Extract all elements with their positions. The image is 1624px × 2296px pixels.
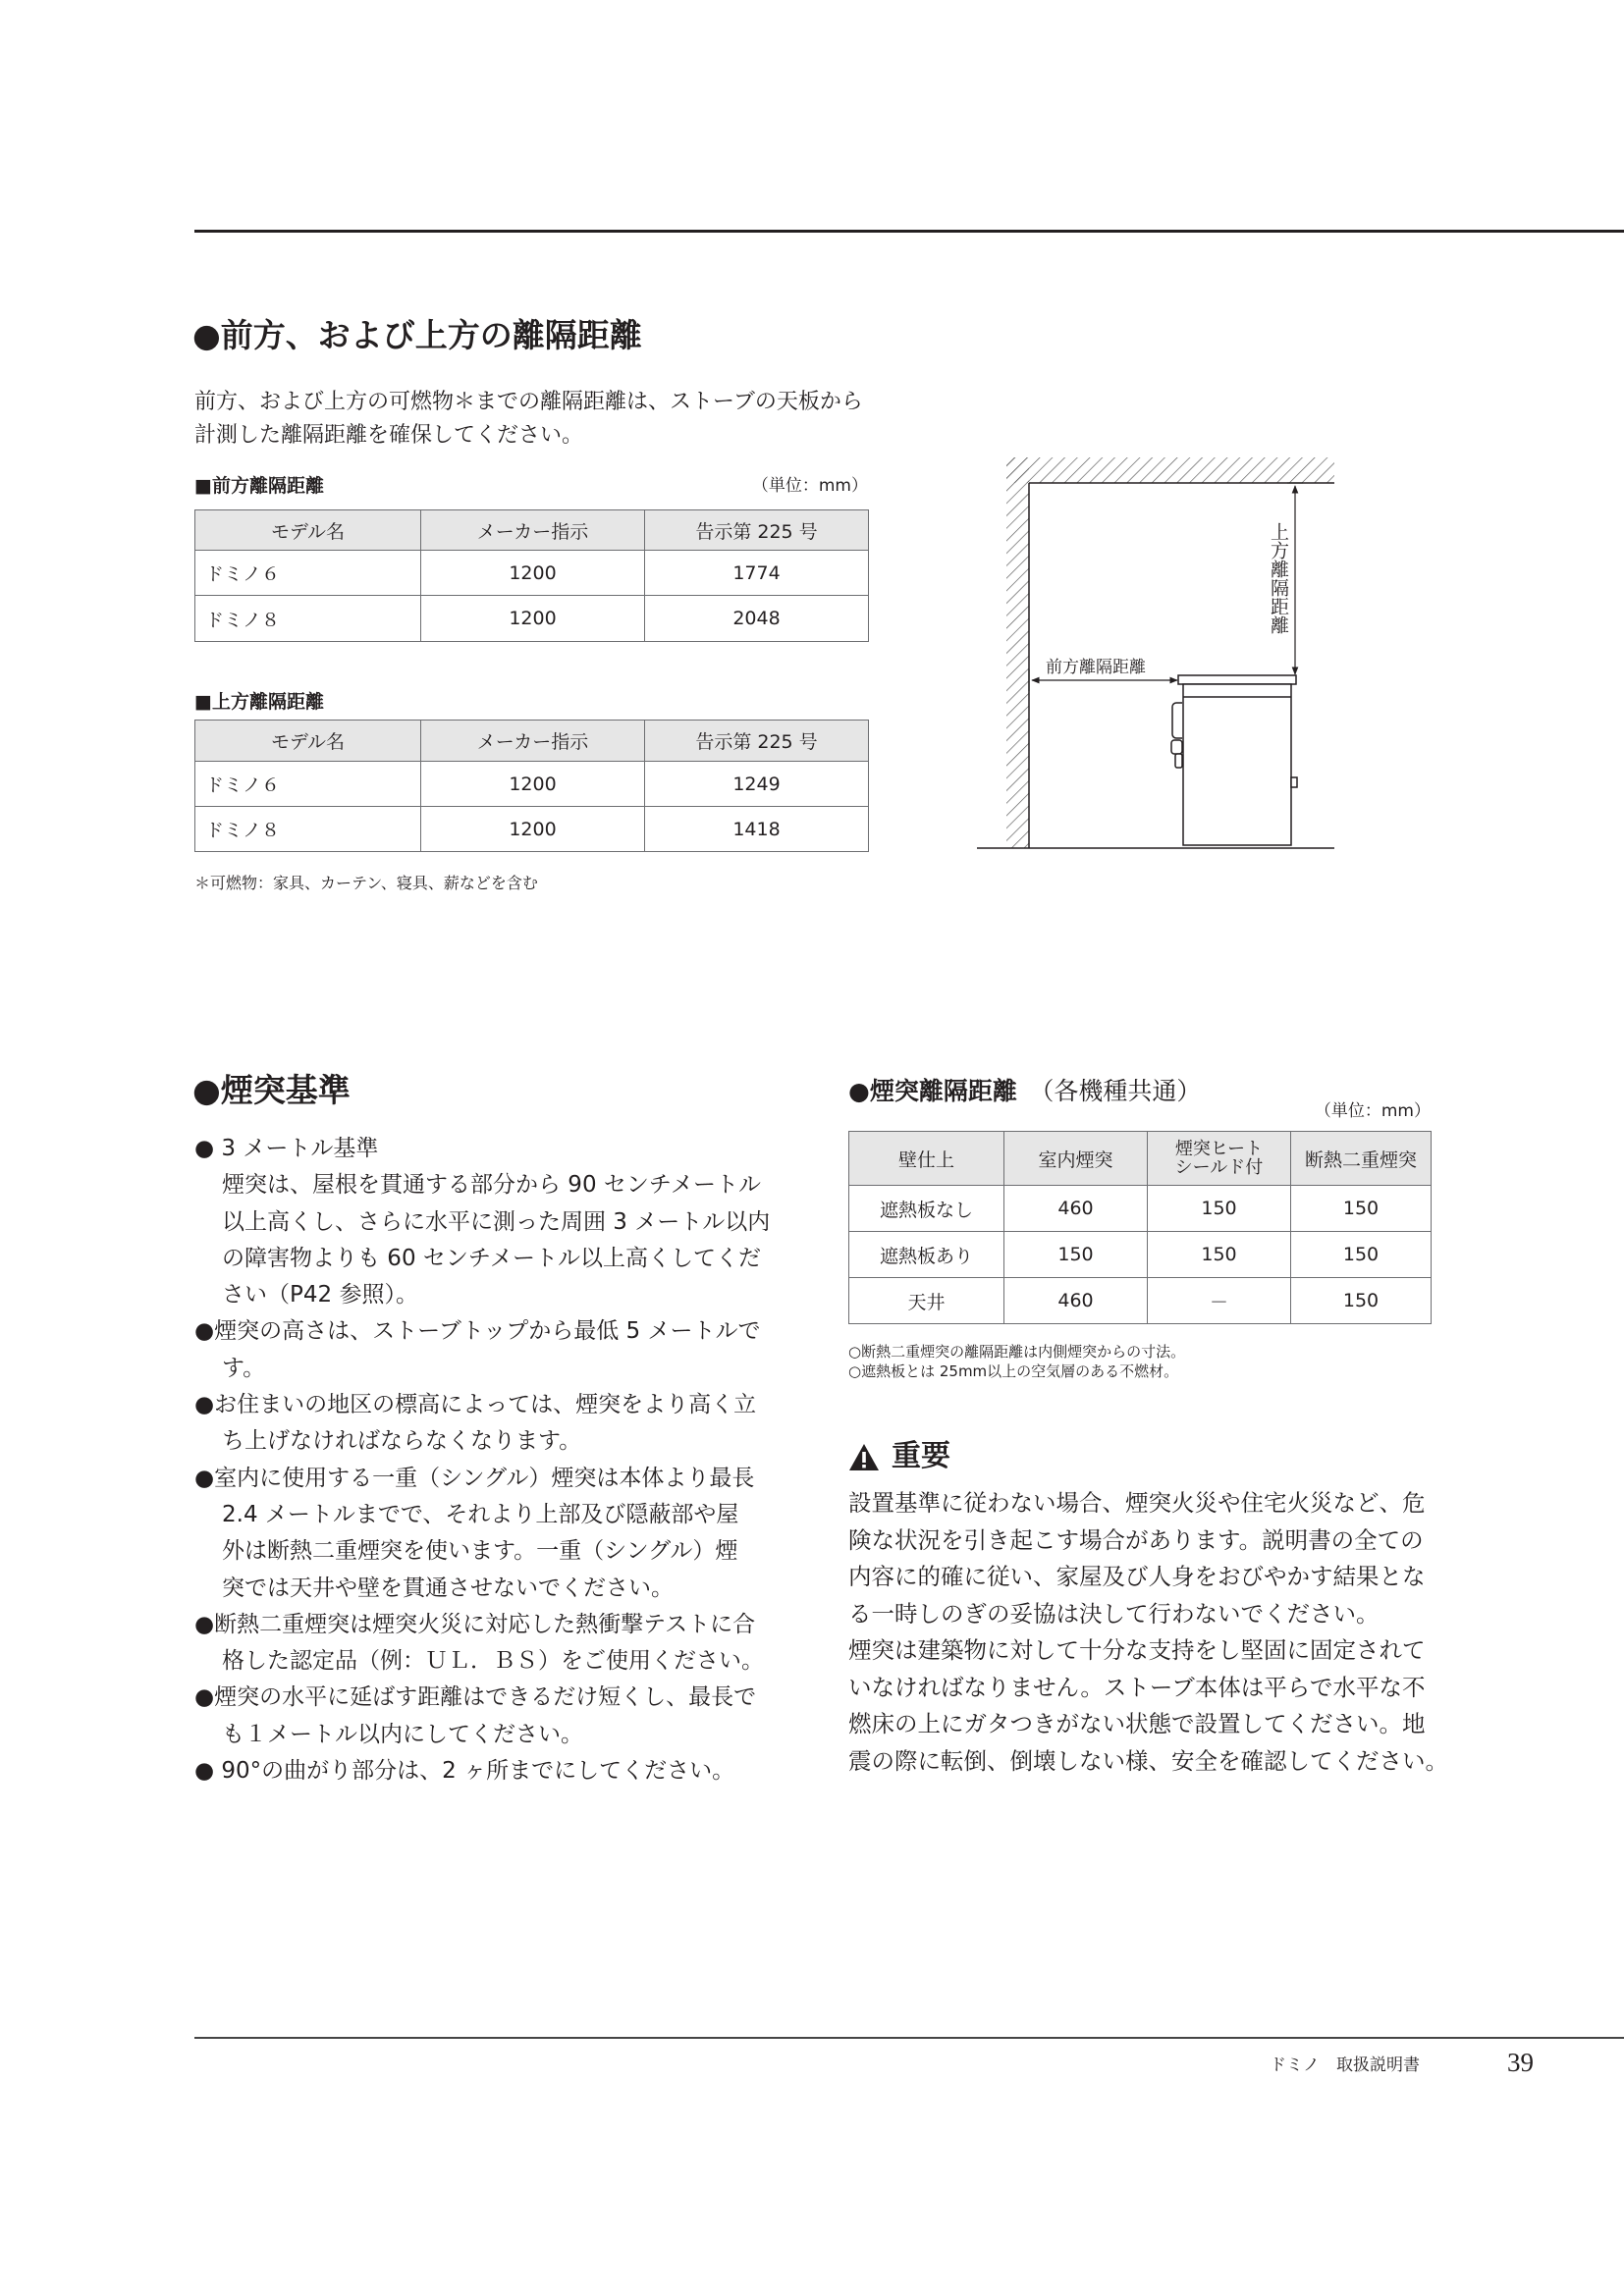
list-item-line: さい（P42 参照）。 (222, 1282, 418, 1308)
table-cell: 150 (1291, 1232, 1432, 1278)
column-header: 断熱二重煙突 (1291, 1132, 1432, 1186)
list-item-line: ●煙突の水平に延ばす距離はできるだけ短くし、最長で (194, 1684, 757, 1711)
list-item-line: も１メートル以内にしてください。 (222, 1721, 583, 1747)
table-row (849, 1278, 1432, 1324)
table-cell: 1418 (645, 807, 869, 852)
chimney-standards-list (194, 1131, 770, 1789)
column-header: 室内煙突 (1004, 1132, 1148, 1186)
list-item-line: 突では天井や壁を貫通させないでください。 (222, 1575, 674, 1601)
table-row (195, 596, 869, 642)
row-label: 遮熱板あり (849, 1232, 1004, 1278)
important-title: 重要 (892, 1439, 950, 1473)
list-item-line: 以上高くし、さらに水平に測った周囲 3 メートル以内 (222, 1208, 771, 1235)
paragraph-line: 燃床の上にガタつきがない状態で設置してください。地 (848, 1710, 1426, 1737)
table-cell: 1200 (421, 551, 645, 596)
table-cell: 460 (1004, 1186, 1148, 1232)
table-cell: 1200 (421, 807, 645, 852)
paragraph-line: 震の際に転倒、倒壊しない様、安全を確認してください。 (848, 1746, 1448, 1775)
front-table-unit: （単位：mm） (751, 476, 868, 496)
wall-hatch (1006, 457, 1029, 848)
model-cell: ドミノ６ (195, 762, 421, 807)
important-text (848, 1485, 1448, 1780)
table-row (195, 807, 869, 852)
chimney-clearance-table (848, 1131, 1432, 1324)
table-header-row (195, 721, 869, 762)
chimney-standards-heading: ●煙突基準 (192, 1071, 351, 1109)
list-item-line: す。 (222, 1355, 266, 1381)
table-row (849, 1186, 1432, 1232)
list-item-line: ●断熱二重煙突は煙突火災に対応した熱衝撃テストに合 (194, 1611, 756, 1637)
top-rule (194, 230, 1624, 233)
paragraph-line: る一時しのぎの妥協は決して行わないでください。 (848, 1599, 1380, 1628)
ceiling-hatch (1006, 457, 1334, 483)
table-cell: 1200 (421, 596, 645, 642)
chimney-clearance-heading (848, 1077, 1201, 1106)
clearance-diagram-drawing (977, 457, 1334, 852)
table-row (195, 551, 869, 596)
footer-document-title: ドミノ 取扱説明書 (1270, 2056, 1420, 2075)
model-cell: ドミノ８ (195, 596, 421, 642)
table-cell: 150 (1291, 1186, 1432, 1232)
list-item-line: の障害物よりも 60 センチメートル以上高くしてくだ (222, 1245, 761, 1271)
page-number: 39 (1507, 2048, 1534, 2077)
clearance-intro (194, 386, 863, 453)
column-header: モデル名 (195, 510, 421, 551)
table-cell: 460 (1004, 1278, 1148, 1324)
table-cell: 150 (1291, 1278, 1432, 1324)
intro-line: 計測した離隔距離を確保してください。 (194, 423, 584, 448)
front-clearance-table (194, 509, 869, 642)
list-item-line: ●煙突の高さは、ストーブトップから最低 5 メートルで (194, 1318, 761, 1345)
table-cell: 1774 (645, 551, 869, 596)
column-header: 告示第 225 号 (645, 721, 869, 762)
table-cell: 150 (1148, 1186, 1291, 1232)
combustibles-footnote: ＊可燃物：家具、カーテン、寝具、薪などを含む (194, 874, 538, 892)
upper-clearance-table (194, 720, 869, 852)
table-cell: 150 (1004, 1232, 1148, 1278)
table-cell: 2048 (645, 596, 869, 642)
column-header: モデル名 (195, 721, 421, 762)
model-cell: ドミノ６ (195, 551, 421, 596)
list-item-line: 煙突は、屋根を貫通する部分から 90 センチメートル (222, 1172, 761, 1199)
column-header: 告示第 225 号 (645, 510, 869, 551)
chimney-clearance-note: （各機種共通） (1016, 1077, 1202, 1105)
list-item-line: 外は断熱二重煙突を使います。一重（シングル）煙 (222, 1538, 738, 1565)
chimney-clearance-notes (848, 1342, 1185, 1381)
paragraph-line: いなければなりません。ストーブ本体は平らで水平な不 (848, 1673, 1426, 1701)
stove-illustration (1171, 675, 1297, 845)
table-cell: 150 (1148, 1232, 1291, 1278)
list-item-line: 2.4 メートルまでで、それより上部及び隠蔽部や屋 (222, 1501, 739, 1527)
paragraph-line: 煙突は建築物に対して十分な支持をし堅固に固定されて (848, 1636, 1426, 1664)
table-row (849, 1232, 1432, 1278)
list-item-line: ●お住まいの地区の標高によっては、煙突をより高く立 (194, 1392, 757, 1418)
list-item-line: 格した認定品（例：ＵＬ．ＢＳ）をご使用ください。 (222, 1648, 764, 1675)
upper-table-title: ■上方離隔距離 (194, 691, 324, 713)
important-heading (848, 1438, 950, 1475)
note-line: ○遮熱板とは 25mm以上の空気層のある不燃材。 (848, 1362, 1179, 1380)
paragraph-line: 内容に的確に従い、家屋及び人身をおびやかす結果とな (848, 1563, 1426, 1590)
warning-icon (848, 1443, 880, 1471)
list-item-line: ● 3 メートル基準 (194, 1136, 379, 1161)
note-line: ○断熱二重煙突の離隔距離は内側煙突からの寸法。 (848, 1343, 1186, 1361)
table-cell: 1200 (421, 762, 645, 807)
front-clearance-label: 前方離隔距離 (1046, 658, 1146, 677)
intro-line: 前方、および上方の可燃物＊までの離隔距離は、ストーブの天板から (194, 390, 863, 414)
footer-rule (194, 2037, 1624, 2039)
paragraph-line: 設置基準に従わない場合、煙突火災や住宅火災など、危 (848, 1489, 1426, 1517)
model-cell: ドミノ８ (195, 807, 421, 852)
column-header: メーカー指示 (421, 510, 645, 551)
row-label: 天井 (849, 1278, 1004, 1324)
table-cell: 1249 (645, 762, 869, 807)
table-cell: － (1148, 1278, 1291, 1324)
clearance-diagram (977, 457, 1334, 852)
front-table-title: ■前方離隔距離 (194, 475, 324, 497)
upper-clearance-label: 上方離隔距離 (1268, 522, 1289, 634)
chimney-table-unit: （単位：mm） (1314, 1101, 1431, 1121)
chimney-clearance-title: ●煙突離隔距離 (848, 1077, 1017, 1105)
row-label: 遮熱板なし (849, 1186, 1004, 1232)
table-header-row (195, 510, 869, 551)
list-item-line: ち上げなければならなくなります。 (222, 1428, 582, 1455)
paragraph-line: 険な状況を引き起こす場合があります。説明書の全ての (848, 1525, 1424, 1554)
table-header-row (849, 1132, 1432, 1186)
column-header: 煙突ヒート シールド付 (1148, 1132, 1291, 1186)
table-row (195, 762, 869, 807)
column-header: メーカー指示 (421, 721, 645, 762)
list-item-line: ● 90°の曲がり部分は、2 ヶ所までにしてください。 (194, 1758, 735, 1785)
list-item-line: ●室内に使用する一重（シングル）煙突は本体より最長 (194, 1465, 755, 1491)
clearance-heading: ●前方、および上方の離隔距離 (192, 316, 642, 354)
column-header: 壁仕上 (849, 1132, 1004, 1186)
